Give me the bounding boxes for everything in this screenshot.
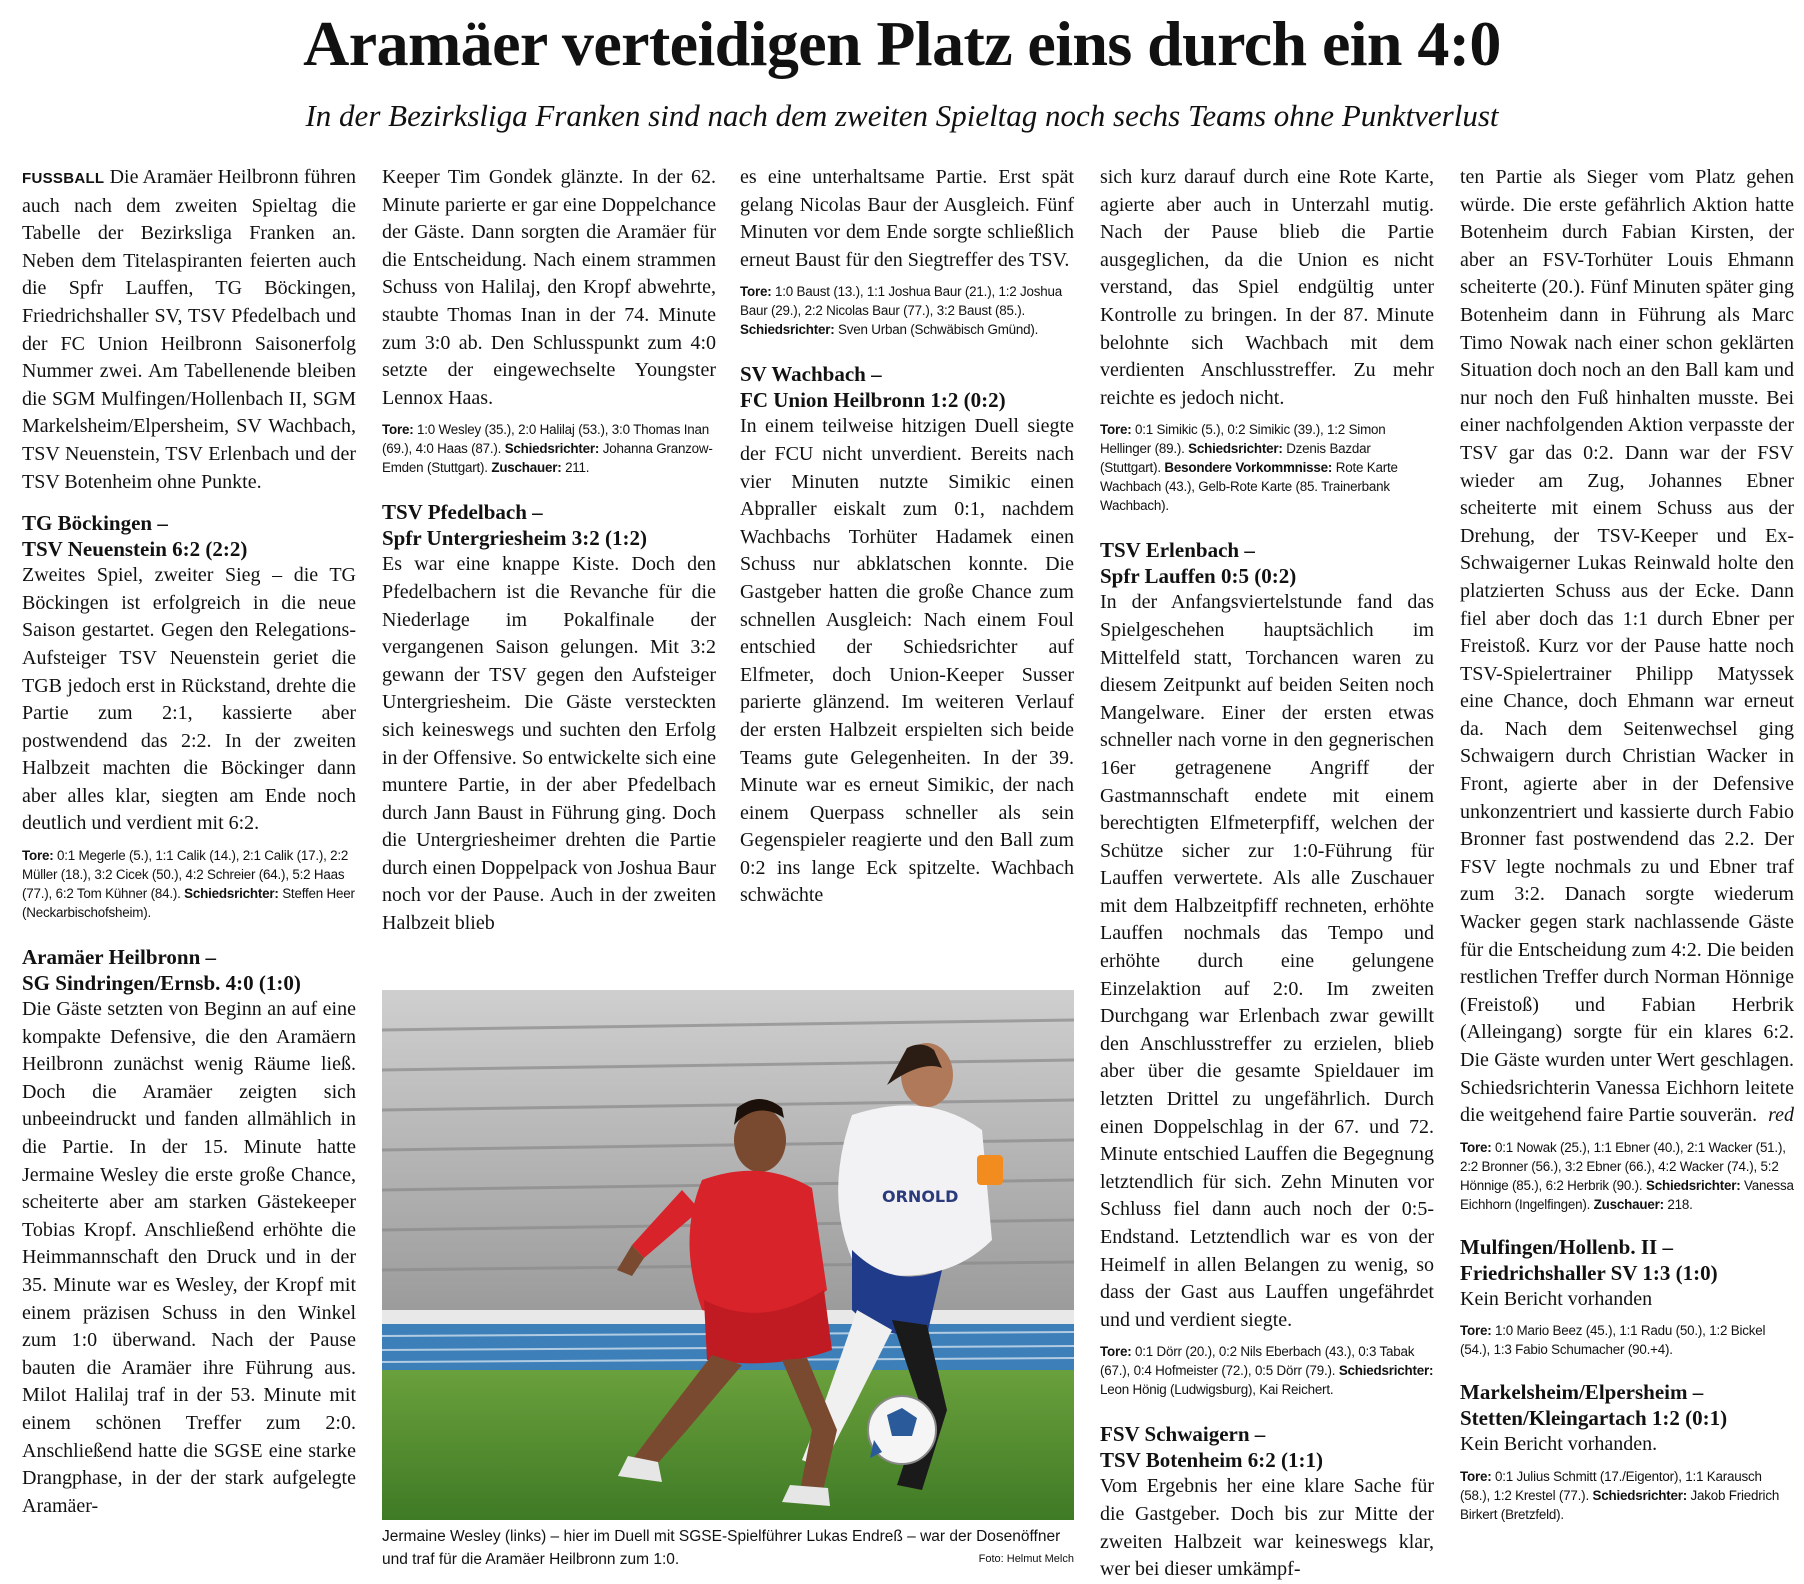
match-report-markelsheim: Kein Bericht vorhanden. [1460,1433,1658,1456]
match-facts-mulfingen: Tore: 1:0 Mario Beez (45.), 1:1 Radu (50.), 1:2 Bickel (54.), 1:3 Fabio Schumacher (90.+4). [1460,1323,1766,1358]
match-facts-aramaeer: Tore: 1:0 Wesley (35.), 2:0 Halilaj (53.), 3:0 Thomas Inan (69.), 4:0 Haas (87.). Schiedsrichter: Johanna Granzow-Emden (Stuttgart). Zuschauer: 211. [382,422,713,476]
headline: Aramäer verteidigen Platz eins durch ein 4:0 [303,8,1501,79]
kicker: FUSSBALL [22,170,105,187]
match-heading-pfedelbach: TSV Pfedelbach – Spfr Untergriesheim 3:2 (1:2) [382,500,647,551]
match-heading-schwaigern: FSV Schwaigern – TSV Botenheim 6:2 (1:1) [1100,1422,1324,1473]
match-facts-markelsheim: Tore: 0:1 Julius Schmitt (17./Eigentor), 1:1 Karausch (58.), 1:2 Krestel (77.). Schiedsrichter: Jakob Friedrich Birkert (Bretzfeld). [1460,1468,1780,1522]
match-report-wachbach-part2: sich kurz darauf durch eine Rote Karte, agierte aber auch in Unterzahl mutig. Nach der Pause blieb die Partie ausgeglichen, da die Union es nicht verstand, das Spiel endgültig unter Kontrolle zu bringen. In der 87. Minute belohnte sich Wachbach mit dem verdienten Anschlusstreffer. Zu mehr reichte es jedoch nicht. [1100,166,1434,409]
match-report-pfedelbach-part2: es eine unterhaltsame Partie. Erst spät gelang Nicolas Baur der Ausgleich. Fünf Minuten vor dem Ende sorgte schließlich erneut Baust für den Siegtreffer des TSV. [740,166,1074,271]
sponsor-lettering: ORNOLD [882,1187,959,1206]
column-2 [382,164,716,938]
match-photo [382,990,1074,1520]
photo-caption: Jermaine Wesley (links) – hier im Duell mit SGSE-Spielführer Lukas Endreß – war der Dosenöffner und traf für die Aramäer Heilbronn zum 1:0. Foto: Helmut Melch [382,1525,1074,1571]
column-4 [1100,164,1434,1584]
intro-paragraph: FUSSBALL Die Aramäer Heilbronn führen auch nach dem zweiten Spieltag die Tabelle der Bezirksliga Franken an. Neben dem Titelaspiranten feierten auch die Spfr Lauffen, TG Böckingen, Friedrichshaller SV, TSV Pfedelbach und der FC Union Heilbronn Saisonerfolg Nummer zwei. Am Tabellenende bleiben die SGM Mulfingen/Hollenbach II, SGM Markelsheim/Elpersheim, SV Wachbach, TSV Neuenstein, TSV Erlenbach und der TSV Botenheim ohne Punkte. [22,166,357,493]
match-report-schwaigern-part2: ten Partie als Sieger vom Platz gehen würde. Die erste gefährlich Aktion hatte Botenheim durch Fabian Kirsten, der aber an FSV-Torhüter Louis Ehmann scheiterte (20.). Fünf Minuten später ging Botenheim dann in Führung als Marc Timo Nowak nach einer schon geklärten Situation doch noch an den Ball kam und nur noch den Fuß hinhalten musste. Bei einer nachfolgenden Aktion verpasste der TSV gar das 0:2. Dann war der FSV wieder am Zug, Johannes Ebner scheiterte mit einem Schuss aus der Drehung, der TSV-Keeper und Ex-Schwaigerner Lukas Reinwald holte den platzierten Schuss aus der Ecke. Dann fiel aber doch das 1:1 durch Ebner per Freistoß. Kurz vor der Pause hatte noch TSV-Spielertrainer Philipp Matyssek eine Chance, doch Ehmann war erneut da. Nach dem Seitenwechsel ging Schwaigern durch Christian Wacker in Front, agierte aber in der Defensive unkonzentriert und kassierte durch Fabio Bronner fast postwendend das 2.2. Der FSV legte nochmals zu und Ebner traf zum 3:2. Danach sorgte wiederum Wacker gegen stark nachlassende Gäste für die Entscheidung zum 4:2. Die beiden restlichen Treffer durch Norman Hönnige (Freistoß) und Fabian Herbrik (Alleingang) sorgte für ein klares 6:2. Die Gäste wurden unter Wert geschlagen. Schiedsrichterin Vanessa Eichhorn leitete die weitgehend faire Partie souverän. red [1460,164,1794,1130]
match-heading-markelsheim: Markelsheim/Elpersheim – Stetten/Kleingartach 1:2 (0:1) [1460,1380,1728,1431]
match-report-boeckingen: Zweites Spiel, zweiter Sieg – die TG Böckingen ist erfolgreich in die neue Saison gestartet. Gegen den Relegations-Aufsteiger TSV Neuenstein geriet die TGB jedoch erst in Rückstand, drehte die Partie zum 2:1, kassierte aber postwendend das 2:2. In der zweiten Halbzeit machten die Böckinger dann aber alles klar, siegten am Ende noch deutlich und verdient mit 6:2. [22,564,356,835]
column-3 [740,164,1074,910]
match-heading-wachbach: SV Wachbach – FC Union Heilbronn 1:2 (0:2) [740,362,1006,413]
match-report-wachbach-part1: In einem teilweise hitzigen Duell siegte der FCU nicht unverdient. Bereits nach vier Minuten nutzte Simikic einen Abpraller eiskalt zum 0:1, nachdem Wachbachs Torhüter Hadamek einen Schuss nur abklatschen konnte. Die Gastgeber hatten die große Chance zum schnellen Ausgleich: Nach einem Foul entschied der Schiedsrichter auf Elfmeter, doch Union-Keeper Susser parierte glänzend. Im weiteren Verlauf der ersten Halbzeit erspielten sich beide Teams gute Gelegenheiten. In der 39. Minute war es erneut Simikic, der nach einem Querpass schneller als sein Gegenspieler reagierte und den Ball zum 0:2 ins lange Eck spitzelte. Wachbach schwächte [740,415,1074,907]
match-facts-erlenbach: Tore: 0:1 Dörr (20.), 0:2 Nils Eberbach (43.), 0:3 Tabak (67.), 0:4 Hofmeister (72.), 0:5 Dörr (79.). Schiedsrichter: Leon Hönig (Ludwigsburg), Kai Reichert. [1100,1344,1434,1398]
column-5 [1460,164,1794,1524]
match-facts-schwaigern: Tore: 0:1 Nowak (25.), 1:1 Ebner (40.), 2:1 Wacker (51.), 2:2 Bronner (56.), 3:2 Ebner (66.), 4:2 Wacker (74.), 5:2 Hönnige (85.), 6:2 Herbrik (90.). Schiedsrichter: Vanessa Eichhorn (Ingelfingen). Zuschauer: 218. [1460,1139,1794,1212]
column-1 [22,164,356,1520]
match-report-pfedelbach-part1: Es war eine knappe Kiste. Doch den Pfedelbachern ist die Revanche für die Niederlage im Pokalfinale der vergangenen Saison gelungen. Mit 3:2 gewann der TSV gegen den Aufsteiger Untergriesheim. Die Gäste versteckten sich keineswegs und suchten den Erfolg in der Offensive. So entwickelte sich eine muntere Partie, in der aber Pfedelbach durch Jann Baust in Führung ging. Doch die Untergriesheimer drehten die Partie durch einen Doppelpack von Joshua Baur noch vor der Pause. Auch in der zweiten Halbzeit blieb [382,553,716,935]
match-report-aramaeer-part2: Keeper Tim Gondek glänzte. In der 62. Minute parierte er gar eine Doppelchance der Gäste. Dann sorgten die Aramäer für die Entscheidung. Nach einem strammen Schuss von Halilaj, den Kropf abwehrte, staubte Thomas Inan in der 74. Minute zum 3:0 ab. Den Schlusspunkt zum 4:0 setzte der eingewechselte Youngster Lennox Haas. [382,166,716,409]
match-heading-erlenbach: TSV Erlenbach – Spfr Lauffen 0:5 (0:2) [1100,538,1297,589]
match-facts-boeckingen: Tore: 0:1 Megerle (5.), 1:1 Calik (14.), 2:1 Calik (17.), 2:2 Müller (18.), 3:2 Cicek (50.), 4:2 Schreier (64.), 5:2 Haas (77.), 6:2 Tom Kühner (84.). Schiedsrichter: Steffen Heer (Neckarbischofsheim). [22,848,355,921]
match-heading-aramaeer: Aramäer Heilbronn – SG Sindringen/Ernsb. 4:0 (1:0) [22,945,301,996]
match-heading-boeckingen: TG Böckingen – TSV Neuenstein 6:2 (2:2) [22,511,248,562]
photo-credit: Foto: Helmut Melch [978,1553,1074,1565]
match-report-mulfingen: Kein Bericht vorhanden [1460,1287,1653,1310]
football-duel-illustration [382,990,1074,1520]
author-signature: red [1768,1104,1794,1127]
match-facts-pfedelbach: Tore: 1:0 Baust (13.), 1:1 Joshua Baur (21.), 1:2 Joshua Baur (29.), 2:2 Nicolas Baur (77.), 3:2 Baust (85.). Schiedsrichter: Sven Urban (Schwäbisch Gmünd). [740,284,1063,338]
match-report-aramaeer-part1: Die Gäste setzten von Beginn an auf eine kompakte Defensive, die den Aramäern Heilbronn zunächst wenig Räume ließ. Doch die Aramäer zeigten sich unbeeindruckt und fanden allmählich in die Partie. In der 15. Minute hatte Jermaine Wesley die erste große Chance, scheiterte aber am starken Gästekeeper Tobias Kropf. Anschließend erhöhte die Heimmannschaft den Druck und in der 35. Minute war es Wesley, der Kropf mit einem präzisen Schuss in den Winkel zum 1:0 überwand. Nach der Pause bauten die Aramäer ihre Führung aus. Milot Halilaj traf in der 53. Minute mit einem schönen Treffer zum 2:0. Anschließend hatte die SGSE eine starke Drangphase, in der der stark aufgelegte Aramäer- [22,998,356,1517]
match-report-schwaigern-part1: Vom Ergebnis her eine klare Sache für die Gastgeber. Doch bis zur Mitte der zweiten Halbzeit war keineswegs klar, wer bei dieser umkämpf- [1100,1475,1434,1581]
match-facts-wachbach: Tore: 0:1 Simikic (5.), 0:2 Simikic (39.), 1:2 Simon Hellinger (89.). Schiedsrichter: Dzenis Bazdar (Stuttgart). Besondere Vorkommnisse: Rote Karte Wachbach (43.), Gelb-Rote Karte (85. Trainerbank Wachbach). [1100,422,1398,514]
match-heading-mulfingen: Mulfingen/Hollenb. II – Friedrichshaller SV 1:3 (1:0) [1460,1234,1718,1285]
subheadline: In der Bezirksliga Franken sind nach dem zweiten Spieltag noch sechs Teams ohne Punktverlust [305,98,1499,133]
match-report-erlenbach: In der Anfangsviertelstunde fand das Spielgeschehen hauptsächlich im Mittelfeld statt, Torchancen waren zu diesem Zeitpunkt auf beiden Seiten noch Mangelware. Einer der ersten etwas schneller nach vorne in den gegnerischen 16er getragenene Angriff der Gastmannschaft endete mit einem berechtigten Elfmeterpfiff, welchen der Schütze sicher zur 1:0-Führung für Lauffen verwertete. Als alle Zuschauer mit dem Halbzeitpfiff rechneten, erhöhte Lauffen nochmals das Tempo und erhöhte durch eine gelungene Einzelaktion auf 2:0. Im zweiten Durchgang war Erlenbach zwar gewillt den Anschlusstreffer zu erzielen, blieb aber über die gesamte Spieldauer im letzten Drittel zu ungefährlich. Durch einen Doppelschlag in der 67. und 72. Minute entschied Lauffen die Begegnung letztendlich für sich. Zehn Minuten vor Schluss fiel dann auch noch der 0:5-Endstand. Letztendlich war es von der Heimelf in allen Belangen zu wenig, so dass der Gast aus Lauffen ungefährdet und und verdient siegte. [1100,591,1434,1331]
